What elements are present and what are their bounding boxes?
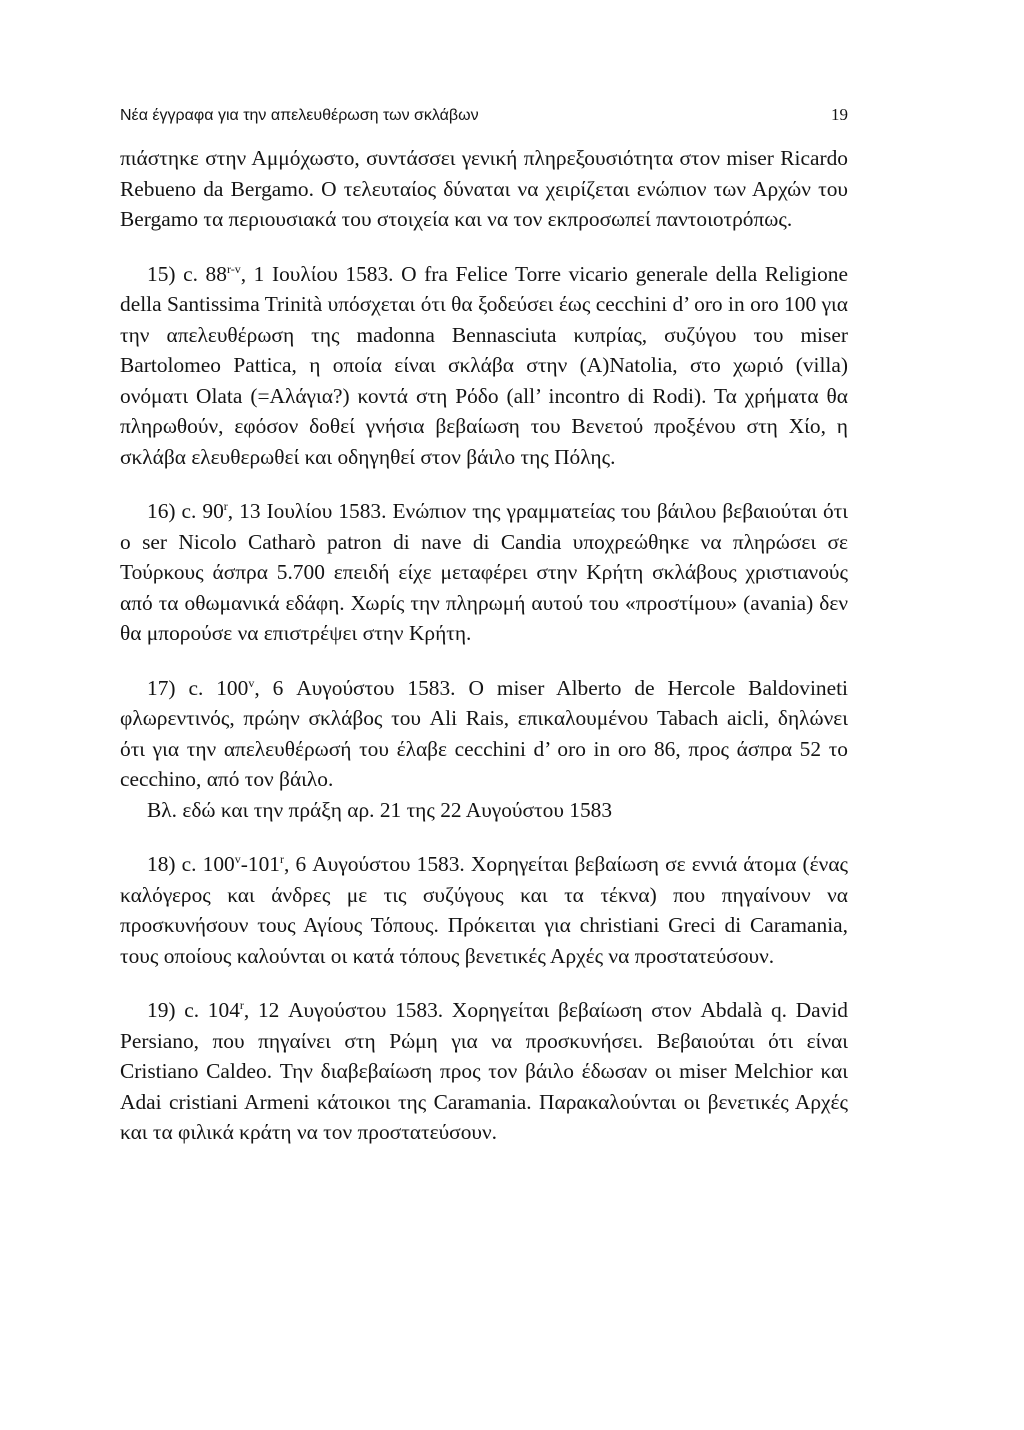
entry-17-text: Ο miser Alberto de Hercole Baldovineti φλωρεντινός, πρώην σκλάβος του Ali Rais, επικαλουμένου Tabach aicli, δηλώνει ότι για την απελευθέρωσή του έλαβε cecchini d’ oro in oro 86, προς άσπρα 52 το cecchino, από τον βάιλο. bbox=[120, 675, 848, 791]
document-page bbox=[120, 105, 848, 1148]
entry-15-ref: 15) c. 88$^{r-v}$, 1 Ιουλίου 1583. bbox=[147, 261, 394, 286]
body-text bbox=[120, 143, 848, 1148]
entry-16 bbox=[120, 496, 848, 649]
entry-15-text: Ο fra Felice Torre vicario generale della Religione della Santissima Trinità υπόσχεται ότι θα ξοδεύσει έως cecchini d’ oro in oro 100 για την απελευθέρωση της madonna Bennasciuta κυπρίας, συζύγου του miser Bartolomeo Pattica, η οποία είναι σκλάβα στην (A)Natolia, στο χωριό (villa) ονόματι Olata (=Αλάγια?) κοντά στη Ρόδο (all’ incontro di Rodi). Τα χρήματα θα πληρωθούν, εφόσον δοθεί γνήσια βεβαίωση του Βενετού προξένου στη Χίο, η σκλάβα ελευθερωθεί και οδηγηθεί στον βάιλο της Πόλης. bbox=[120, 261, 849, 469]
entry-16-text: Ενώπιον της γραμματείας του βάιλου βεβαιούται ότι ο ser Nicolo Catharò patron di nave di Candia υποχρεώθηκε να πληρώσει σε Τούρκους άσπρα 5.700 επειδή είχε μεταφέρει στην Κρήτη σκλάβους χριστιανούς από τα οθωμανικά εδάφη. Χωρίς την πληρωμή αυτού του «προστίμου» (avania) δεν θα μπορούσε να επιστρέψει στην Κρήτη. bbox=[120, 499, 848, 645]
running-title: Νέα έγγραφα για την απελευθέρωση των σκλάβων bbox=[120, 107, 479, 124]
entry-16-ref: 16) c. 90$^r$, 13 Ιουλίου 1583. bbox=[147, 499, 387, 523]
running-head bbox=[120, 105, 848, 129]
entry-18-ref: 18) c. 100$^v$-101$^r$, 6 Αυγούστου 1583. bbox=[147, 852, 465, 876]
entry-15 bbox=[120, 259, 848, 473]
entry-17-ref: 17) c. 100$^v$, 6 Αυγούστου 1583. bbox=[147, 675, 456, 700]
entry-17-note: Βλ. εδώ και την πράξη αρ. 21 της 22 Αυγούστου 1583 bbox=[147, 797, 613, 822]
entry-18-text: Χορηγείται βεβαίωση σε εννιά άτομα (ένας καλόγερος και άνδρες με τις συζύγους και τα τέκνα) που πηγαίνουν να προσκυνήσουν τους Αγίους Τόπους. Πρόκειται για christiani Greci di Caramania, τους οποίους καλούνται οι κατά τόπους βενετικές Αρχές να προστατεύσουν. bbox=[120, 852, 848, 968]
entry-19-text: Χορηγείται βεβαίωση στον Abdalà q. David Persiano, που πηγαίνει στη Ρώμη για να προσκυνήσει. Βεβαιούται ότι είναι Cristiano Caldeo. Την διαβεβαίωση προς τον βάιλο έδωσαν οι miser Melchior και Adai cristiani Armeni κάτοικοι της Caramania. Παρακαλούνται οι βενετικές Αρχές και τα φιλικά κράτη να τον προστατεύσουν. bbox=[120, 998, 849, 1144]
entry-18 bbox=[120, 849, 848, 971]
entry-17 bbox=[120, 673, 848, 795]
entry-19 bbox=[120, 995, 848, 1148]
continuation-paragraph: πιάστηκε στην Αμμόχωστο, συντάσσει γενική πληρεξουσιότητα στον miser Ricardo Rebueno da Bergamo. Ο τελευταίος δύναται να χειρίζεται ενώπιον των Αρχών του Bergamo τα περιουσιακά του στοιχεία και να τον εκπροσωπεί παντοιοτρόπως. bbox=[120, 146, 848, 231]
entry-19-ref: 19) c. 104$^r$, 12 Αυγούστου 1583. bbox=[147, 998, 444, 1022]
page-number: 19 bbox=[831, 105, 848, 124]
